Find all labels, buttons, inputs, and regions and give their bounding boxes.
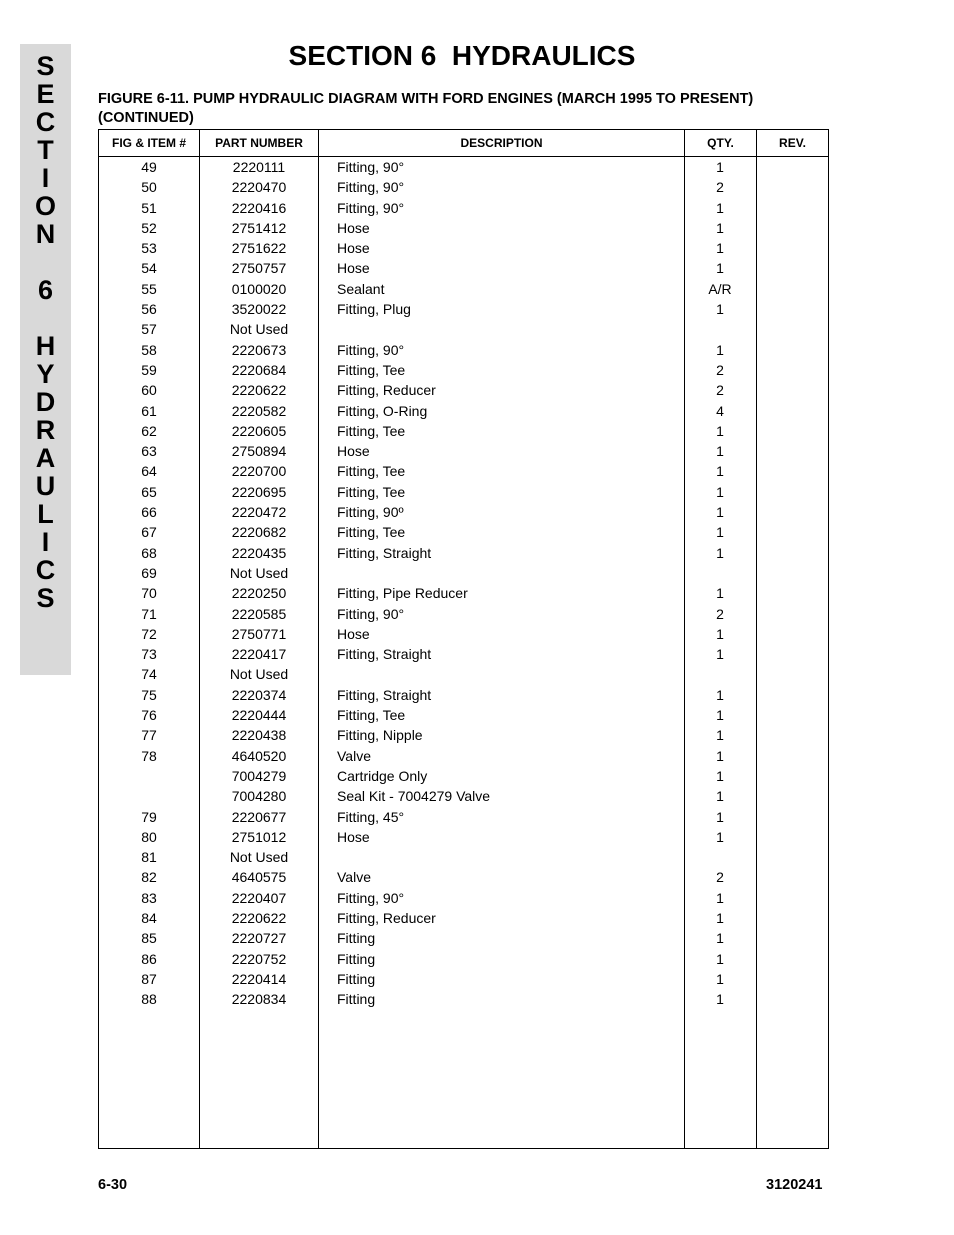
table-row	[99, 807, 828, 827]
table-row	[99, 401, 828, 421]
table-row	[99, 238, 828, 258]
description-cell: Hose	[337, 240, 370, 257]
part-number-cell: 2220438	[231, 727, 287, 744]
table-row	[99, 157, 828, 177]
table-body	[99, 157, 828, 1009]
table-row	[99, 685, 828, 705]
description-cell: Fitting	[337, 991, 376, 1008]
table-row	[99, 583, 828, 603]
part-number-cell: 2750894	[231, 443, 287, 460]
description-cell: Hose	[337, 625, 370, 642]
table-row	[99, 766, 828, 786]
table-row	[99, 360, 828, 380]
side-tab-letter: S	[36, 583, 55, 613]
fig-item-cell: 65	[141, 483, 157, 500]
qty-cell: 1	[716, 422, 724, 439]
fig-item-cell: 79	[141, 808, 157, 825]
qty-cell: 1	[716, 463, 724, 480]
fig-item-cell: 85	[141, 930, 157, 947]
part-number-cell: 2220605	[231, 422, 287, 439]
header-rev: REV.	[779, 136, 806, 150]
table-row	[99, 340, 828, 360]
part-number-cell: 2220585	[231, 605, 287, 622]
parts-table	[98, 129, 829, 1149]
table-row	[99, 482, 828, 502]
fig-item-cell: 50	[141, 179, 157, 196]
qty-cell: 1	[716, 909, 724, 926]
part-number-cell: 2220622	[231, 382, 287, 399]
qty-cell: 1	[716, 930, 724, 947]
description-cell: Fitting, 90°	[337, 199, 405, 216]
part-number-cell: 2750757	[231, 260, 287, 277]
qty-cell: 1	[716, 686, 724, 703]
table-row	[99, 299, 828, 319]
fig-item-cell: 70	[141, 585, 157, 602]
part-number-cell: 2220677	[231, 808, 287, 825]
part-number-cell: Not Used	[229, 321, 289, 338]
qty-cell: 1	[716, 524, 724, 541]
table-row	[99, 847, 828, 867]
description-cell: Hose	[337, 219, 370, 236]
table-row	[99, 461, 828, 481]
fig-item-cell: 68	[141, 544, 157, 561]
description-cell: Fitting, 90°	[337, 159, 405, 175]
table-row	[99, 279, 828, 299]
table-row	[99, 319, 828, 339]
fig-item-cell: 59	[141, 361, 157, 378]
description-cell: Fitting	[337, 950, 376, 967]
fig-item-cell: 80	[141, 828, 157, 845]
description-cell: Hose	[337, 443, 370, 460]
part-number-cell: 7004280	[231, 788, 287, 805]
table-row	[99, 198, 828, 218]
fig-item-cell: 58	[141, 341, 157, 358]
part-number-cell: 2220727	[231, 930, 287, 947]
side-tab-letter: T	[37, 135, 54, 165]
fig-item-cell: 87	[141, 970, 157, 987]
qty-cell: 1	[716, 625, 724, 642]
side-tab-letter: I	[41, 163, 50, 193]
fig-item-cell: 75	[141, 686, 157, 703]
part-number-cell: 2220250	[231, 585, 287, 602]
fig-item-cell: 52	[141, 219, 157, 236]
part-number-cell: 2220622	[231, 909, 287, 926]
side-tab-letter: L	[37, 499, 54, 529]
fig-item-cell: 66	[141, 504, 157, 521]
fig-item-cell: 62	[141, 422, 157, 439]
fig-item-cell: 71	[141, 605, 157, 622]
description-cell: Fitting, 90º	[337, 504, 404, 521]
fig-item-cell: 73	[141, 646, 157, 663]
side-tab-letter: C	[35, 107, 56, 137]
document-number: 3120241	[766, 1177, 823, 1193]
fig-item-cell: 53	[141, 240, 157, 257]
description-cell: Valve	[337, 747, 371, 764]
description-cell: Seal Kit - 7004279 Valve	[337, 788, 491, 805]
table-row	[99, 258, 828, 278]
part-number-cell: 2220472	[231, 504, 287, 521]
description-cell: Hose	[337, 828, 370, 845]
table-row	[99, 421, 828, 441]
part-number-cell: Not Used	[229, 849, 289, 866]
table-row	[99, 380, 828, 400]
part-number-cell: 2751412	[231, 219, 287, 236]
description-cell: Fitting	[337, 930, 376, 947]
qty-cell: 1	[716, 260, 724, 277]
table-row	[99, 827, 828, 847]
description-cell: Fitting, Plug	[337, 301, 411, 318]
table-row	[99, 218, 828, 238]
fig-item-cell: 64	[141, 463, 157, 480]
page-title: SECTION 6 HYDRAULICS	[288, 40, 636, 71]
fig-item-cell: 57	[141, 321, 157, 338]
side-tab-letter: Y	[36, 359, 55, 389]
description-cell: Fitting, Pipe Reducer	[337, 585, 468, 602]
qty-cell: 2	[716, 179, 724, 196]
table-row	[99, 867, 828, 887]
header-part-number: PART NUMBER	[215, 136, 303, 150]
table-row	[99, 522, 828, 542]
part-number-cell: 2220417	[231, 646, 287, 663]
qty-cell: A/R	[708, 280, 732, 297]
fig-item-cell: 84	[141, 909, 157, 926]
table-row	[99, 664, 828, 684]
qty-cell: 1	[716, 544, 724, 561]
table-row	[99, 949, 828, 969]
qty-cell: 1	[716, 808, 724, 825]
part-number-cell: 2220700	[231, 463, 287, 480]
qty-cell: 1	[716, 219, 724, 236]
qty-cell: 1	[716, 483, 724, 500]
description-cell: Fitting, Tee	[337, 361, 406, 378]
qty-cell: 1	[716, 240, 724, 257]
description-cell: Fitting, Reducer	[337, 382, 436, 399]
table-row	[99, 543, 828, 563]
fig-item-cell: 51	[141, 199, 157, 216]
part-number-cell: 2220673	[231, 341, 287, 358]
part-number-cell: 2220582	[231, 402, 287, 419]
side-tab-letter: C	[35, 555, 56, 585]
description-cell: Fitting, Nipple	[337, 727, 423, 744]
fig-item-cell: 54	[141, 260, 157, 277]
fig-item-cell: 74	[141, 666, 157, 683]
side-tab-letter: R	[35, 415, 56, 445]
fig-item-cell: 76	[141, 707, 157, 724]
section-side-tab	[20, 44, 71, 675]
fig-item-cell: 83	[141, 889, 157, 906]
part-number-cell: 2220111	[232, 159, 286, 175]
side-tab-letter: O	[34, 191, 56, 221]
qty-cell: 1	[716, 504, 724, 521]
description-cell: Fitting, 90°	[337, 179, 405, 196]
qty-cell: 1	[716, 646, 724, 663]
description-cell: Fitting, 90°	[337, 341, 405, 358]
part-number-cell: 2220435	[231, 544, 287, 561]
part-number-cell: 2751622	[231, 240, 287, 257]
table-row	[99, 908, 828, 928]
side-tab-letter: A	[35, 443, 56, 473]
side-tab-letter: I	[41, 527, 50, 557]
fig-item-cell: 67	[141, 524, 157, 541]
fig-item-cell: 77	[141, 727, 157, 744]
qty-cell: 1	[716, 707, 724, 724]
table-row	[99, 624, 828, 644]
description-cell: Fitting, Tee	[337, 483, 406, 500]
qty-cell: 1	[716, 159, 724, 175]
part-number-cell: 2220470	[231, 179, 287, 196]
qty-cell: 1	[716, 889, 724, 906]
table-row	[99, 441, 828, 461]
description-cell: Hose	[337, 260, 370, 277]
side-tab-letter: N	[35, 219, 56, 249]
part-number-cell: 4640520	[231, 747, 287, 764]
description-cell: Fitting, 45°	[337, 808, 405, 825]
part-number-cell: 3520022	[231, 301, 287, 318]
side-tab-letter: S	[36, 51, 55, 81]
table-row	[99, 563, 828, 583]
table-row	[99, 786, 828, 806]
fig-item-cell: 60	[141, 382, 157, 399]
part-number-cell: 2220414	[231, 970, 287, 987]
fig-item-cell: 78	[141, 747, 157, 764]
fig-item-cell: 55	[141, 280, 157, 297]
header-description: DESCRIPTION	[460, 136, 543, 150]
qty-cell: 2	[716, 869, 724, 886]
qty-cell: 1	[716, 727, 724, 744]
description-cell: Fitting, Tee	[337, 422, 406, 439]
description-cell: Fitting, O-Ring	[337, 402, 428, 419]
fig-item-cell: 61	[141, 402, 157, 419]
qty-cell: 1	[716, 970, 724, 987]
table-row	[99, 888, 828, 908]
description-cell: Cartridge Only	[337, 767, 428, 784]
part-number-cell: 2220684	[231, 361, 287, 378]
fig-item-cell: 63	[141, 443, 157, 460]
table-row	[99, 177, 828, 197]
part-number-cell: 2751012	[231, 828, 287, 845]
table-row	[99, 746, 828, 766]
table-row	[99, 989, 828, 1009]
qty-cell: 1	[716, 747, 724, 764]
description-cell: Fitting, Tee	[337, 707, 406, 724]
qty-cell: 1	[716, 443, 724, 460]
qty-cell: 2	[716, 361, 724, 378]
description-cell: Fitting, Straight	[337, 686, 432, 703]
part-number-cell: 2220682	[231, 524, 287, 541]
part-number-cell: 2750771	[231, 625, 287, 642]
description-cell: Fitting, Straight	[337, 646, 432, 663]
qty-cell: 1	[716, 950, 724, 967]
fig-item-cell: 81	[141, 849, 157, 866]
fig-item-cell: 88	[141, 991, 157, 1008]
fig-item-cell: 82	[141, 869, 157, 886]
qty-cell: 4	[716, 402, 724, 419]
table-row	[99, 705, 828, 725]
part-number-cell: Not Used	[229, 564, 289, 581]
qty-cell: 1	[716, 301, 724, 318]
page-number: 6-30	[98, 1177, 128, 1193]
qty-cell: 2	[716, 605, 724, 622]
description-cell: Fitting, Tee	[337, 463, 406, 480]
part-number-cell: 2220416	[231, 199, 287, 216]
side-tab-letter: E	[36, 79, 55, 109]
description-cell: Fitting, 90°	[337, 605, 405, 622]
description-cell: Fitting, Reducer	[337, 909, 436, 926]
description-cell: Fitting	[337, 970, 376, 987]
part-number-cell: 2220374	[231, 686, 287, 703]
table-row	[99, 644, 828, 664]
qty-cell: 1	[716, 788, 724, 805]
qty-cell: 1	[716, 585, 724, 602]
fig-item-cell: 72	[141, 625, 157, 642]
part-number-cell: 2220834	[231, 991, 287, 1008]
fig-item-cell: 86	[141, 950, 157, 967]
table-row	[99, 969, 828, 989]
description-cell: Fitting, Tee	[337, 524, 406, 541]
qty-cell: 1	[716, 828, 724, 845]
part-number-cell: 2220407	[231, 889, 287, 906]
part-number-cell: 7004279	[231, 767, 287, 784]
description-cell: Sealant	[337, 280, 385, 297]
description-cell: Valve	[337, 869, 371, 886]
table-row	[99, 928, 828, 948]
part-number-cell: 4640575	[231, 869, 287, 886]
description-cell: Fitting, 90°	[337, 889, 405, 906]
table-row	[99, 502, 828, 522]
table-row	[99, 725, 828, 745]
header-qty: QTY.	[707, 136, 734, 150]
fig-item-cell: 49	[141, 159, 157, 175]
part-number-cell: 2220444	[231, 707, 287, 724]
side-tab-letter: H	[35, 331, 56, 361]
fig-item-cell: 56	[141, 301, 157, 318]
header-fig-item: FIG & ITEM #	[111, 136, 186, 150]
side-tab-letter: D	[35, 387, 56, 417]
qty-cell: 1	[716, 767, 724, 784]
description-cell: Fitting, Straight	[337, 544, 432, 561]
qty-cell: 1	[716, 991, 724, 1008]
side-tab-letter: U	[35, 471, 56, 501]
part-number-cell: 2220752	[231, 950, 287, 967]
qty-cell: 2	[716, 382, 724, 399]
qty-cell: 1	[716, 341, 724, 358]
part-number-cell: 0100020	[231, 280, 287, 297]
table-row	[99, 604, 828, 624]
side-tab-letter: 6	[37, 275, 54, 305]
part-number-cell: Not Used	[229, 666, 289, 683]
fig-item-cell: 69	[141, 564, 157, 581]
qty-cell: 1	[716, 199, 724, 216]
part-number-cell: 2220695	[231, 483, 287, 500]
figure-title: FIGURE 6-11. PUMP HYDRAULIC DIAGRAM WITH FORD ENGINES (MARCH 1995 TO PRESENT) (CONTINUED)	[98, 91, 754, 126]
